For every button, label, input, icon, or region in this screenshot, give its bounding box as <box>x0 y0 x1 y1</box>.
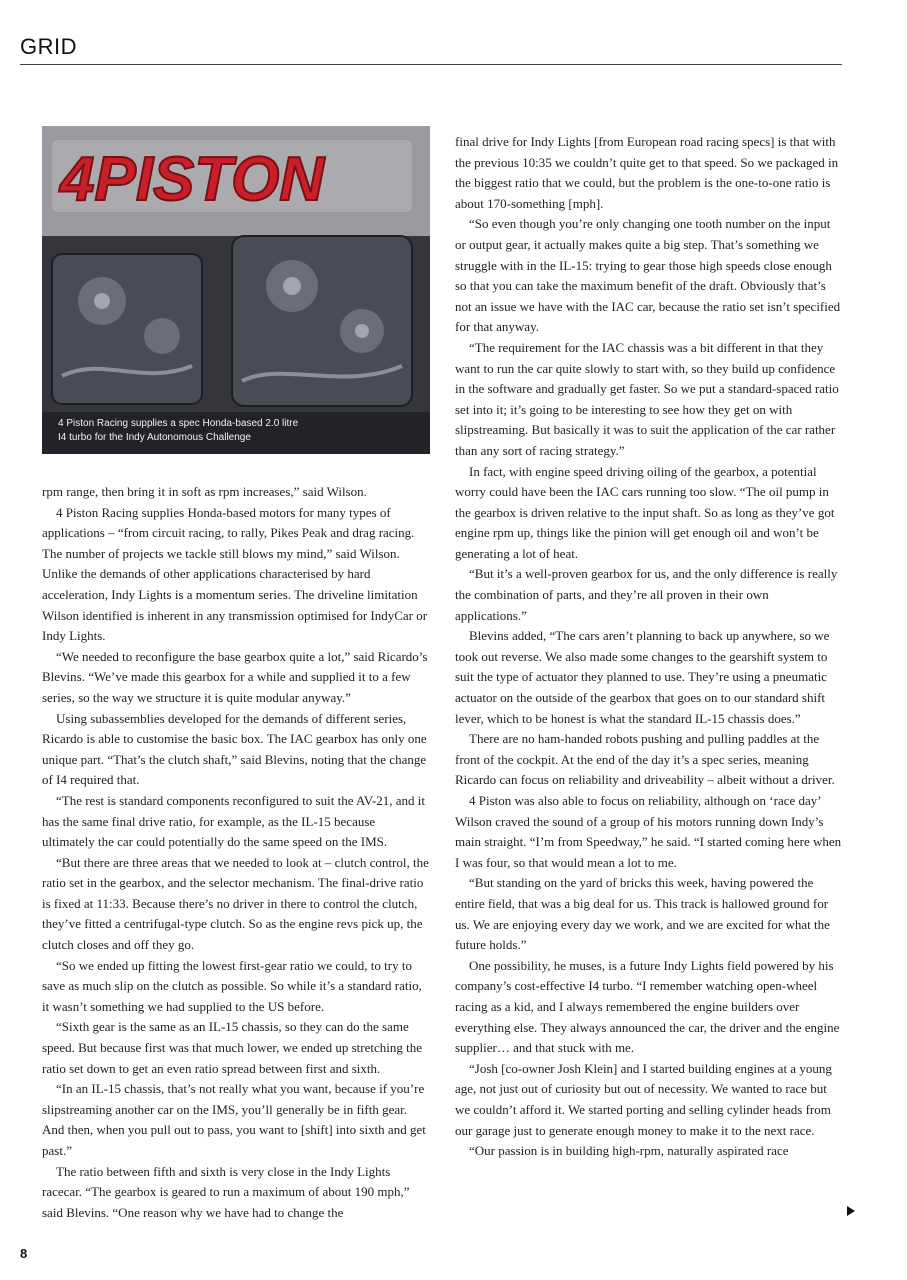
paragraph: “But standing on the yard of bricks this week, having powered the entire field, that was a big deal for us. This track is hallowed ground for us. We are enjoying every day we work, and we are excited for what the future holds.” <box>455 875 830 953</box>
paragraph: “Josh [co-owner Josh Klein] and I started building engines at a young age, not just out of curiosity but out of necessity. We wanted to race but we couldn’t afford it. We started porting and selling cylinder heads from our garage just to generate enough money to make it to the next race. <box>455 1060 832 1138</box>
right-column <box>455 132 842 1162</box>
caption-line-1: 4 Piston Racing supplies a spec Honda-based 2.0 litre <box>58 418 299 429</box>
logo-text: 4PISTON <box>60 145 325 214</box>
engine-illustration <box>42 126 430 454</box>
paragraph: “So even though you’re only changing one tooth number on the input or output gear, it actually makes quite a big step. That’s something we struggle with in the IL-15: trying to gear those high speeds close enough so that you can take the maximum benefit of the draft. Obviously that’s not an issue we have with the IAC car, because the ratio set isn’t specified for that anyway. <box>455 216 841 335</box>
paragraph: In fact, with engine speed driving oiling of the gearbox, a potential worry could have been the IAC cars running too slow. “The oil pump in the gearbox is driven relative to the input shaft. So as long as they’ve got engine rpm up, things like the pinion will get enough oil and won’t be generating a lot of heat. <box>455 463 835 561</box>
paragraph: “Our passion is in building high-rpm, naturally aspirated race <box>469 1143 789 1159</box>
paragraph: 4 Piston Racing supplies Honda-based motors for many types of applications – “from circuit racing, to rally, Pikes Peak and drag racing. The number of projects we tackle still blows my mind,” said Wilson. Unlike the demands of other applications characterised by hard acceleration, Indy Lights is a momentum series. The driveline limitation Wilson identified is inherent in any transmission optimised for IndyCar or Indy Lights. <box>42 504 428 644</box>
paragraph: 4 Piston was also able to focus on reliability, although on ‘race day’ Wilson craved the sound of a group of his motors running down Indy’s main straight. “I’m from Speedway,” he said. “I started coming here when I was four, so that would mean a lot to me. <box>455 793 842 870</box>
paragraph: “But it’s a well-proven gearbox for us, and the only difference is really the combination of parts, and they’re all proven in their own applications.” <box>455 566 838 623</box>
header-rule <box>20 64 842 65</box>
paragraph: “We needed to reconfigure the base gearbox quite a lot,” said Ricardo’s Blevins. “We’ve made this gearbox for a while and supplied it to a few series, so the way we structure it is quite modular anyway.” <box>42 648 428 705</box>
section-header: GRID <box>20 34 77 59</box>
paragraph: Blevins added, “The cars aren’t planning to back up anywhere, so we took out reverse. We also made some changes to the gearshift system to suit the type of actuator they planned to use. They’re using a pneumatic actuator on the outside of the gearbox that goes on to our standard shift lever, which to be honest is what the standard IL-15 chassis does.” <box>455 628 830 726</box>
photo-caption <box>58 417 358 445</box>
page-number: 8 <box>20 1246 28 1261</box>
continue-arrow-icon <box>847 1206 855 1216</box>
paragraph: “In an IL-15 chassis, that’s not really what you want, because if you’re slipstreaming another car on the IMS, you’ll generally be in fifth gear. And then, when you pull out to pass, you want to [shift] into sixth and get past.” <box>42 1081 426 1158</box>
paragraph: “So we ended up fitting the lowest first-gear ratio we could, to try to save as much slip on the clutch as possible. So while it’s a standard ratio, it wasn’t something we had supplied to the US before. <box>42 957 422 1014</box>
left-column <box>42 482 430 1223</box>
paragraph: “But there are three areas that we needed to look at – clutch control, the ratio set in the gearbox, and the selector mechanism. The final-drive ratio is fixed at 11:33. Because there’s no driver in there to control the clutch, they’ve fitted a centrifugal-type clutch. So as the engine revs pick up, the clutch closes and off they go. <box>42 854 429 953</box>
paragraph: final drive for Indy Lights [from European road racing specs] is that with the previous 10:35 we couldn’t quite get to that speed. So we packaged in the biggest ratio that we could, but the problem is the one-to-one ratio is about 170-something [mph]. <box>455 134 839 211</box>
paragraph: The ratio between fifth and sixth is very close in the Indy Lights racecar. “The gearbox is geared to run a maximum of about 190 mph,” said Blevins. “One reason why we have had to change the <box>42 1163 410 1220</box>
paragraph: Using subassemblies developed for the demands of different series, Ricardo is able to customise the basic box. The IAC gearbox has only one unique part. “That’s the clutch shaft,” said Blevins, noting that the change of I4 required that. <box>42 710 427 788</box>
paragraph: “The rest is standard components reconfigured to suit the AV-21, and it has the same final drive ratio, for example, as the IL-15 because ultimately the car could potentially do the same speed on the IMS. <box>42 792 425 850</box>
engine-photo <box>42 126 430 454</box>
paragraph: One possibility, he muses, is a future Indy Lights field powered by his company’s cost-effective I4 turbo. “I remember watching open-wheel racing as a kid, and I always remembered the engine builders over everything else. They always announced the car, the driver and the engine supplier… and that stuck with me. <box>455 957 840 1056</box>
paragraph: “The requirement for the IAC chassis was a bit different in that they want to run the car quite slowly to start with, so they build up confidence in the software and gradually get faster. So we put a standard-spaced ratio set into it; it’s going to be interesting to see how they get on with slipstreaming. But basically it was to suit the application of the car rather than any sort of racing strategy.” <box>455 339 839 458</box>
caption-line-2: I4 turbo for the Indy Autonomous Challenge <box>58 432 251 443</box>
paragraph: rpm range, then bring it in soft as rpm increases,” said Wilson. <box>42 484 367 499</box>
paragraph: There are no ham-handed robots pushing and pulling paddles at the front of the cockpit. At the end of the day it’s a spec series, meaning Ricardo can focus on reliability and driveability – albeit without a driver. <box>455 731 835 788</box>
paragraph: “Sixth gear is the same as an IL-15 chassis, so they can do the same speed. But because first was that much lower, we ended up stretching the ratio set down to get an even ratio spread between first and sixth. <box>42 1019 422 1076</box>
